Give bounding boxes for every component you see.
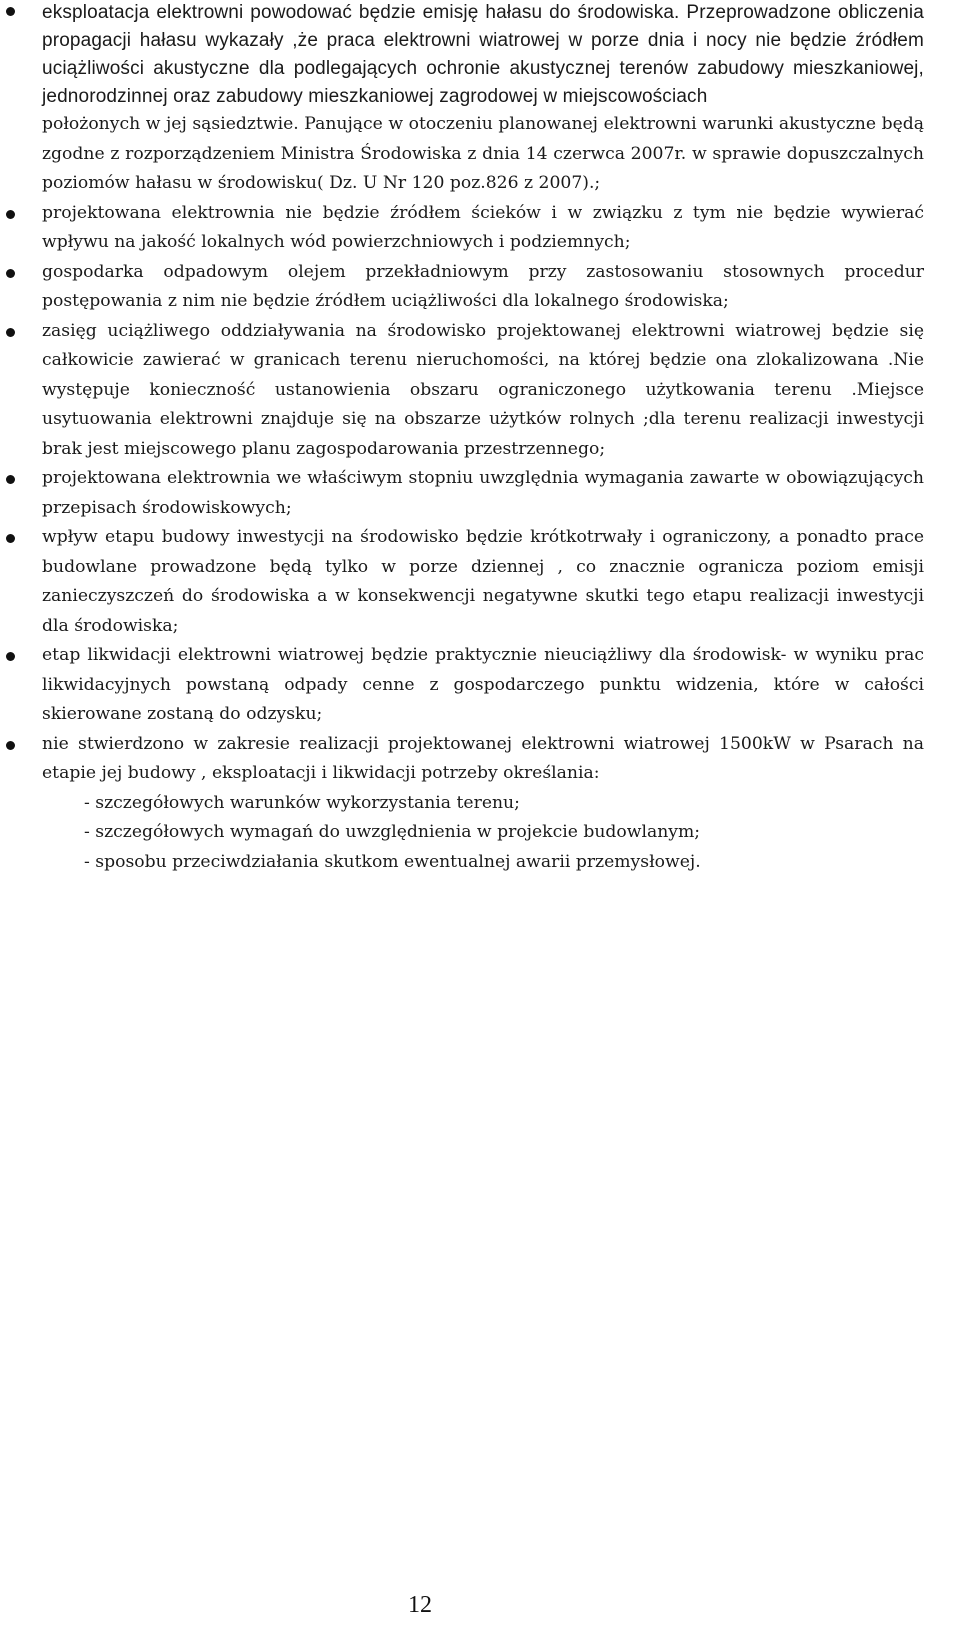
sub-list-item: - szczegółowych wymagań do uwzględnienia w projekcie budowlanym; [84,822,701,842]
bullet-icon [6,328,15,337]
list-item [0,464,960,523]
bullet-icon [6,475,15,484]
list-item [0,258,960,317]
list-item [0,523,960,641]
bullet-icon [6,652,15,661]
sub-list [42,789,924,878]
list-item [0,317,960,465]
sub-list-item: - szczegółowych warunków wykorzystania terenu; [84,792,520,813]
item-text: gospodarka odpadowym olejem przekładniowym przy zastosowaniu stosownych procedur postępowania z nim nie będzie źródłem uciążliwości dla lokalnego środowiska; [42,261,924,311]
bullet-icon [6,269,15,278]
item-text: nie stwierdzono w zakresie realizacji projektowanej elektrowni wiatrowej 1500kW w Psarach na etapie jej budowy , eksploatacji i likwidacji potrzeby określania: [42,733,924,783]
page-number: 12 [408,1592,432,1618]
item-text: projektowana elektrownia nie będzie źródłem ścieków i w związku z tym nie będzie wywierać wpływu na jakość lokalnych wód powierzchniowych i podziemnych; [42,202,924,252]
bullet-icon [6,7,15,16]
item-text: zasięg uciążliwego oddziaływania na środowisko projektowanej elektrowni wiatrowej będzie się całkowicie zawierać w granicach terenu nieruchomości, na której będzie ona zlokalizowana .Nie występuje konieczność ustanowienia obszaru ograniczonego użytkowania terenu .Miejsce usytuowania elektrowni znajduje się na obszarze użytków rolnych ;dla terenu realizacji inwestycji brak jest miejscowego planu zagospodarowania przestrzennego; [42,320,924,459]
item-text-serif: położonych w jej sąsiedztwie. Panujące w otoczeniu planowanej elektrowni warunki akustyczne będą zgodne z rozporządzeniem Ministra Środowiska z dnia 14 czerwca 2007r. w sprawie dopuszczalnych poziomów hałasu w środowisku( Dz. U Nr 120 poz.826 z 2007).; [42,114,924,193]
list-item [0,199,960,258]
sub-list-item: - sposobu przeciwdziałania skutkom ewentualnej awarii przemysłowej. [84,851,701,872]
item-text: etap likwidacji elektrowni wiatrowej będzie praktycznie nieuciążliwy dla środowisk- w wyniku prac likwidacyjnych powstaną odpady cenne z gospodarczego punktu widzenia, które w całości skierowane zostaną do odzysku; [42,645,924,724]
bullet-icon [6,210,15,219]
list-item [0,730,960,878]
bullet-icon [6,741,15,750]
list-item [0,641,960,730]
bullet-icon [6,534,15,543]
item-text: projektowana elektrownia we właściwym stopniu uwzględnia wymagania zawarte w obowiązujących przepisach środowiskowych; [42,468,924,518]
item-text: wpływ etapu budowy inwestycji na środowisko będzie krótkotrwały i ograniczony, a ponadto prace budowlane prowadzone będą tylko w porze dziennej , co znacznie ogranicza poziom emisji zanieczyszczeń do środowiska a w konsekwencji negatywne skutki tego etapu realizacji inwestycji dla środowiska; [42,527,924,636]
item-text-sans: eksploatacja elektrowni powodować będzie emisję hałasu do środowiska. Przeprowadzone obliczenia propagacji hałasu wykazały ,że praca elektrowni wiatrowej w porze dnia i nocy nie będzie źródłem uciążliwości akustyczne dla podlegających ochronie akustycznej terenów zabudowy mieszkaniowej, jednorodzinnej oraz zabudowy mieszkaniowej zagrodowej w miejscowościach [42,2,924,107]
list-item [0,0,960,199]
